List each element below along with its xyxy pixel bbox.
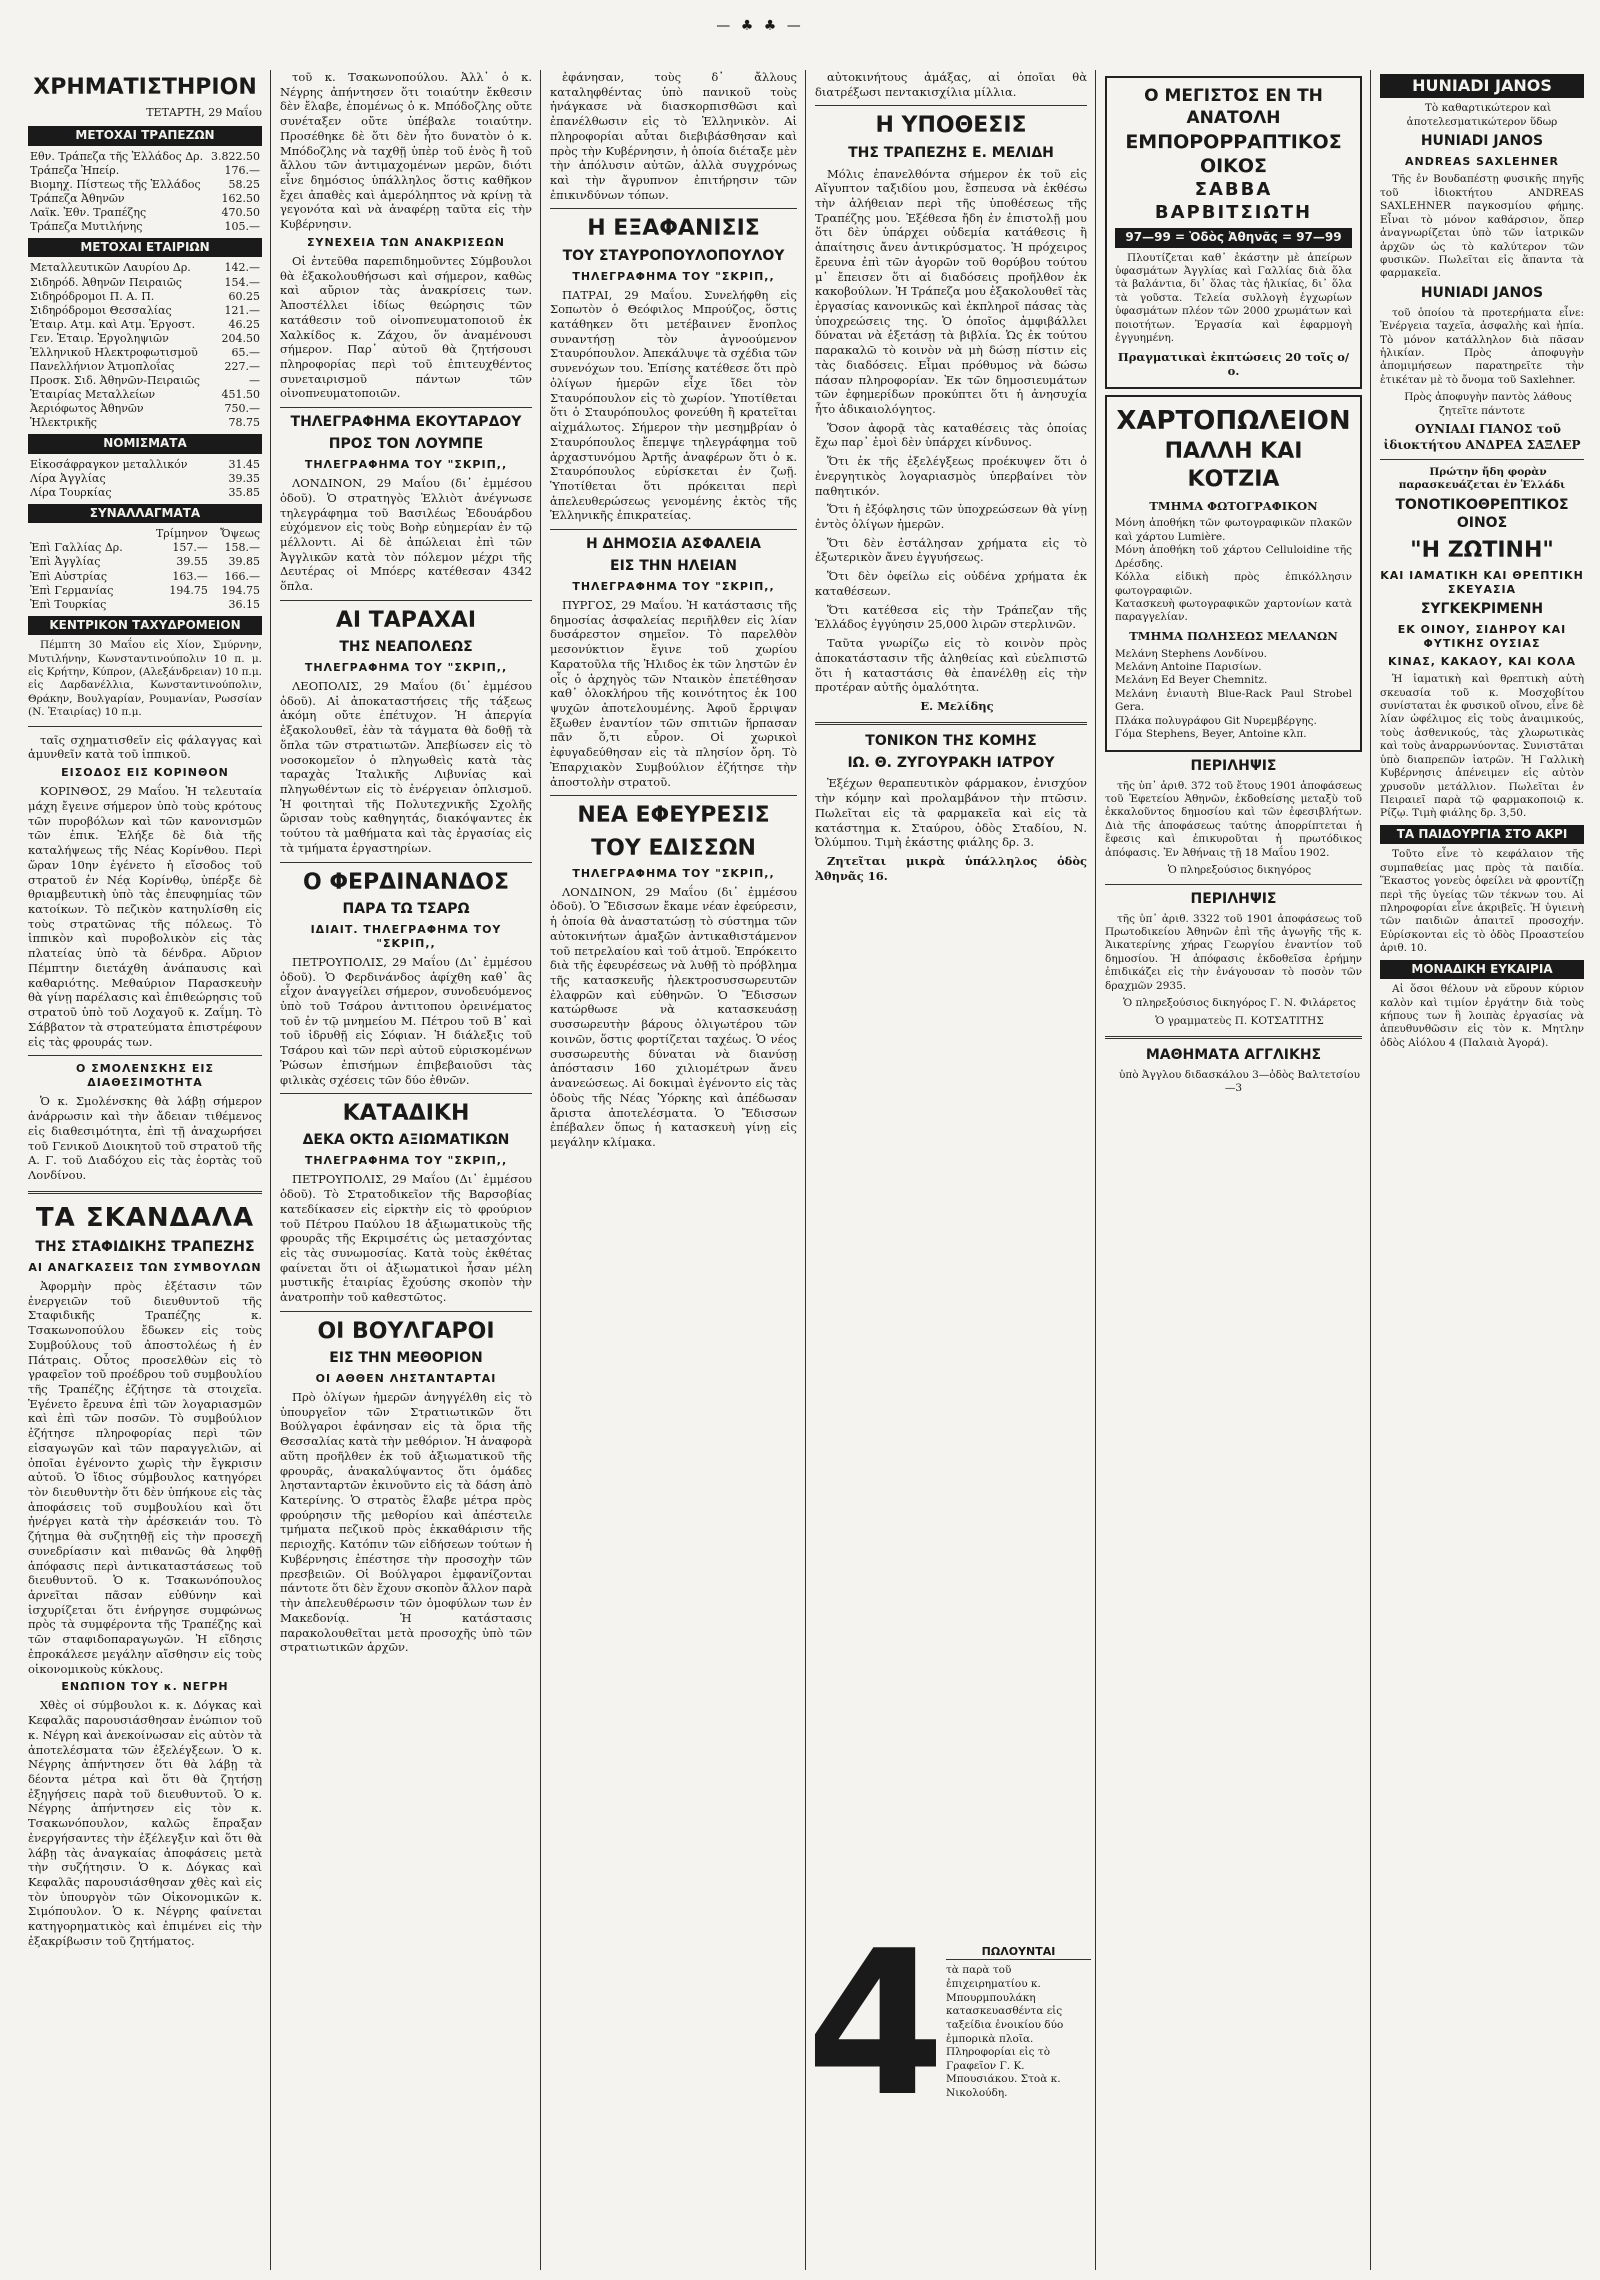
nap-agency: ΤΗΛΕΓΡΑΦΗΜΑ ΤΟΥ "ΣΚΡΙΠ,, bbox=[304, 660, 508, 674]
exchange-title: ΣΥΝΑΛΛΑΓΜΑΤΑ bbox=[28, 504, 262, 523]
quote-price: 194.75 bbox=[169, 583, 208, 597]
closing-signature: Ὁ γραμματεὺς Π. ΚΟΤΣΑΤΙΤΗΣ bbox=[1155, 1014, 1324, 1027]
table-row bbox=[28, 598, 262, 612]
table-row bbox=[28, 346, 262, 360]
table-row bbox=[28, 486, 262, 500]
quote-price: 158.— bbox=[224, 541, 260, 555]
table-row bbox=[28, 178, 262, 192]
column-header: Ὄψεως bbox=[220, 527, 260, 541]
summary-2-text: τῆς ὑπ᾽ ἀριθ. 3322 τοῦ 1901 ἀποφάσεως τοῦ Πρωτοδικείου Ἀθηνῶν ἐπὶ τῆς ἀγωγῆς τῆς κ. Ἀικατερίνης χήρας Γεωργίου ἐναντίον τοῦ δημοσίου. Ἡ ἀπόφασις ἐκδοθεῖσα ἐρήμην ἐπιδικάζει εἰς τὴν ἐνάγουσαν τὸ ποσὸν τῶν δραχμῶν 2935. bbox=[1105, 912, 1362, 992]
table-row bbox=[28, 388, 262, 402]
quote-name: Λίρα Ἀγγλίας bbox=[30, 471, 106, 485]
quote-price bbox=[143, 598, 210, 612]
tel1-agency: ΤΗΛΕΓΡΑΦΗΜΑ ΤΟΥ "ΣΚΡΙΠ,, bbox=[304, 457, 508, 471]
list-item: Πλάκα πολυγράφου Git Νυρεμβέργης. bbox=[1115, 714, 1317, 727]
missing-text: ΠΑΤΡΑΙ, 29 Μαΐου. Συνελήφθη εἰς Σοπωτὸν ὁ Θεόφιλος Μπρούζος, ὅστις κατάθηκεν ὅτι μετέβαινεν ἔνοπλος συναντήσῃ τὸν ἀγνοούμενον Σταυρόπουλον. Ἀπεκάλυψε τὰ σχέδια τῶν συνενόχων του. Ἐπίσης κατέθεσε ὅτι πρὸ ὀλίγων ἡμερῶν εἶχε ἴδει τὸν Σταυρόπουλον εἰς τὸ χωρίον. Ὑποτίθεται ὅτι ὁ Σταυρόπουλος φονεύθη ἢ κρατεῖται αἰχμάλωτος. Σήμερον τὴν μεσημβρίαν ὁ Σταυρόπουλος ἔπεμψε τηλεγράφημα τοῦ ἀρχαστυνόμου Ἀρτῆς ἀναφέρων ὅτι ὁ κ. Σταυρόπουλος εὑρίσκεται ἐν ζωῇ. Ὑποτίθεται ὅτι πρόκειται περὶ ἀπελευθερώσεως γενομένης ἐκτὸς τῆς Ἑλληνικῆς ἐπικρατείας. bbox=[550, 287, 797, 523]
table-row bbox=[28, 206, 262, 220]
table-row bbox=[28, 472, 262, 486]
genuine-name: ΟΥΝΙΑΔΙ ΓΙΑΝΟΣ τοῦ ἰδιοκτήτου ΑΝΔΡΕΑ ΣΑΞΛΕΡ bbox=[1383, 422, 1581, 452]
ferd-agency: ΙΔΙΑΙΤ. ΤΗΛΕΓΡΑΦΗΜΑ ΤΟΥ "ΣΚΡΙΠ,, bbox=[310, 922, 502, 950]
invasion-text: ΚΟΡΙΝΘΟΣ, 29 Μαΐου. Ἡ τελευταία μάχη ἔγεινε σήμερον ὑπὸ τοὺς κρότους τῶν πυροβόλων καὶ τῶν κανονισμῶν τῶν ἐπικ. Ἐλήξε δὲ διὰ τῆς καταλήψεως τῆς Νέας Κορίνθου. Περὶ ὥραν 10ην ἐγένετο ἡ εἴσοδος τοῦ στρατοῦ ἐν Νέᾳ Κορίνθῳ, ὑπέρξε δὲ θριαμβευτικὴ ὑπὸ τὰς ἐπευφημίας τῶν κατοίκων. Τὸ πεζικὸν κατηυλίσθη εἰς τοὺς στρατῶνας τῆς πόλεως. Τὸ ἱππικὸν καὶ πυροβολικὸν εἰς τὰς πλατείας ὑπὸ τὰ δένδρα. Αὔριον Πέμπτην διετάχθη ἀνάπαυσις καὶ καθαριότης. Μεθαύριον Παρασκευὴν θὰ γίνῃ παρέλασις καὶ ἐπιθεώρησις τοῦ στρατοῦ ὑπὸ τοῦ Λοχαγοῦ κ. Ζαΐμη. Τὸ Σάββατον τὰ στρατεύματα ἐπιστρέφουν εἰς τὰς φρουράς των. bbox=[28, 784, 262, 1049]
table-row bbox=[28, 570, 262, 584]
quote-name: Γεν. Ἑταιρ. Ἐργοληψιῶν bbox=[30, 331, 169, 345]
quote-name: Λαϊκ. Ἐθν. Τραπέζης bbox=[30, 205, 147, 219]
quote-price: 39.35 bbox=[228, 471, 260, 485]
zotini-subtitle: ΚΑΙ ΙΑΜΑΤΙΚΗ ΚΑΙ ΘΡΕΠΤΙΚΗ ΣΚΕΥΑΣΙΑ bbox=[1380, 568, 1584, 596]
hunyadi2-text: τοῦ ὁποίου τὰ προτερήματα εἶνε: Ἐνέργεια ταχεῖα, ἀσφαλὴς καὶ ἠπία. Τὸ μόνον κατάλληλον διὰ πᾶσαν ἡλικίαν. Πρὸς ἀποφυγὴν ἀπομιμήσεων παρατηρεῖτε τὴν ἐτικέταν μὲ τὸ ὄνομα τοῦ Saxlehner. bbox=[1380, 306, 1584, 386]
negris-text: Χθὲς οἱ σύμβουλοι κ. κ. Δόγκας καὶ Κεφαλᾶς παρουσιάσθησαν ἐνώπιον τοῦ κ. Νέγρη καὶ ἀνεκοίνωσαν εἰς αὐτὸν τὰ ἀποτελέσματα τῶν ἐξελέγξεων. Ὁ κ. Νέγρης ἀπήντησεν ὅτι θὰ λάβῃ τὰ δέοντα μέτρα καὶ ὅτι θὰ ζητήσῃ ἐξηγήσεις παρὰ τοῦ διευθυντοῦ. Ὁ κ. Νέγρης ἀπήντησεν εἰς τὸν κ. Τσακωνόπουλον, καλῶς ἔπραξαν ἐνεργήσαντες τὴν ἐξέλεγξιν καὶ ὅτι θὰ λάβῃ τὰς ἀναγκαίας ἀποφάσεις μετὰ τὴν συζήτησιν. Ὁ κ. Δόγκας καὶ Κεφαλᾶς παρουσιάσθησαν χθὲς καὶ εἰς τὸν ὑπουργὸν τῶν Οἰκονομικῶν κ. Σιμόπουλον. Ὁ κ. Νέγρης φαίνεται κατηγορηματικὸς καὶ ἐπιμένει εἰς τὴν ἐξακρίβωσιν τοῦ ζητήματος. bbox=[28, 1698, 262, 1948]
quote-name: Ἑταιρ. Ατμ. καὶ Ατμ. Ἐργοστ. bbox=[30, 317, 196, 331]
sale-ad-title: ΠΩΛΟΥΝΤΑΙ bbox=[946, 1945, 1091, 1960]
table-row bbox=[28, 360, 262, 374]
missing-subtitle: ΤΟΥ ΣΤΑΥΡΟΠΟΥΛΟΠΟΥΛΟΥ bbox=[562, 247, 785, 264]
quote-price: 3.822.50 bbox=[211, 149, 260, 163]
col2-intro: τοῦ κ. Τσακωνοπούλου. Ἀλλ᾽ ὁ κ. Νέγρης ἀπήντησεν ὅτι τοιαύτην ἔκθεσιν δὲν ἔλαβε, ἑπομένως ὁ κ. Μπόδοζλης οὔτε συνέταξεν οὔτε ὑπέβαλε τοιαύτην. Προσέθηκε δὲ ὅτι δὲν ἦτο δυνατὸν ὁ κ. Μπόδοζλης νὰ ταχθῇ ὑπὲρ τοῦ ἑνὸς ἢ τοῦ ἄλλου τῶν ἀντιμαχομένων μερῶν, διότι εἶνε δημόσιος ὑπάλληλος ὅστις καθῆκον ἔχει ἀπαθὲς καὶ ἀμερόληπτος νὰ κρίνῃ τὰ γεγονότα καὶ νὰ ἀναφέρῃ ταῦτα εἰς τὴν Κυβέρνησιν. bbox=[280, 70, 532, 232]
quote-price: 78.75 bbox=[228, 416, 260, 430]
quote-name: Πανελλήνιον Ἀτμοπλοΐας bbox=[30, 359, 175, 373]
quote-name: Ἑταιρίας Μεταλλείων bbox=[30, 388, 156, 402]
quote-price: 154.— bbox=[224, 275, 260, 289]
column-4 bbox=[807, 70, 1095, 1920]
top-ornament: — ♣ ♣ — bbox=[716, 18, 804, 34]
bulg-text: Πρὸ ὀλίγων ἡμερῶν ἀνηγγέλθη εἰς τὸ ὑπουργεῖον τῶν Στρατιωτικῶν ὅτι Βούλγαροι ἐφάνησαν εἰς τὰ ὅρια τῆς Θεσσαλίας κατὰ τὴν μεθόριον. Ἡ ἀναφορὰ αὕτη προῆλθεν ἐκ τοῦ ἀξιωματικοῦ τῆς φρουρᾶς, ἀνακαλύψαντος ὅτι ὁμάδες ληστανταρτῶν ἐκινοῦντο εἰς τὰ δάση ἀπὸ Κατερίνης. Ὁ στρατὸς ἔλαβε μέτρα πρὸς φρούρησιν τῆς μεθορίου καὶ ἀπέστειλε τμήματα πεζικοῦ πρὸς ἐκκαθάρισιν τῆς περιοχῆς. Κατόπιν τῶν εἰδήσεων τούτων ἡ Κυβέρνησις ἐπέστησε τὴν προσοχὴν τῶν πρεσβειῶν. Οἱ Βούλγαροι ἐμφανίζονται πάντοτε ὅτι δὲν ἔχουν σκοπὸν ἄλλον παρὰ τὴν ἀπελευθέρωσιν τῶν ὁμοφύλων των ἐν Μακεδονίᾳ. Ἡ κατάστασις παρακολουθεῖται μετὰ προσοχῆς ὑπὸ τῶν στρατιωτικῶν ἀρχῶν. bbox=[280, 1390, 533, 1655]
quote-price: 470.50 bbox=[221, 205, 260, 219]
tonic-title: ΤΟΝΙΚΟΝ ΤΗΣ ΚΟΜΗΣ bbox=[865, 732, 1037, 749]
quote-price: 157.— bbox=[172, 541, 208, 555]
summary-1-signature: Ὁ πληρεξούσιος δικηγόρος bbox=[1167, 864, 1312, 877]
negris-title: ΕΝΩΠΙΟΝ ΤΟΥ κ. ΝΕΓΡΗ bbox=[61, 1680, 229, 1694]
tailor-ad-address: 97—99 = Ὁδὸς Ἀθηνᾶς = 97—99 bbox=[1115, 228, 1352, 247]
column-rule bbox=[270, 70, 271, 2270]
post-note: ταῖς σχηματισθεῖν εἰς φάλαγγας καὶ ἀμυνθεῖν κατὰ τοῦ ἱππικοῦ. bbox=[28, 732, 262, 762]
bulg-subtitle-2: ΟΙ ΑΘΘΕΝ ΛΗΣΤΑΝΤΑΡΤΑΙ bbox=[315, 1371, 497, 1385]
diet-title: ΤΑ ΠΑΙΔΟΥΡΓΙΑ ΣΤΟ ΑΚΡΙ bbox=[1380, 825, 1584, 844]
list-item: Κατασκευὴ φωτογραφικῶν χαρτονίων κατὰ παραγγελίαν. bbox=[1115, 597, 1352, 624]
table-row bbox=[28, 261, 262, 275]
genuine-note: Πρὸς ἀποφυγὴν παντὸς λάθους ζητεῖτε πάντοτε bbox=[1404, 391, 1572, 417]
quote-name: Μεταλλευτικῶν Λαυρίου Δρ. bbox=[30, 261, 191, 275]
market-date: ΤΕΤΑΡΤΗ, 29 Μαΐου bbox=[146, 106, 262, 120]
list-item: Μόνη ἀποθήκη τῶν φωτογραφικῶν πλακῶν καὶ χάρτου Lumière. bbox=[1115, 517, 1352, 543]
col4-intro: αὐτοκινήτους ἁμάξας, αἱ ὁποῖαι θὰ διατρέξωσι πεντακισχίλια μίλλια. bbox=[815, 70, 1087, 99]
zotini-title: "Η ΖΩΤΙΝΗ" bbox=[1410, 537, 1554, 563]
inv-agency: ΤΗΛΕΓΡΑΦΗΜΑ ΤΟΥ "ΣΚΡΙΠ,, bbox=[572, 866, 775, 880]
hyp-item: Ὅτι ἐκ τῆς ἐξελέγξεως προέκυψεν ὅτι ὁ ἐνεργητικὸς λογαριασμὸς ὑπερβαίνει τὸν παθητικόν. bbox=[815, 454, 1087, 498]
public-text: ΠΥΡΓΟΣ, 29 Μαΐου. Ἡ κατάστασις τῆς δημοσίας ἀσφαλείας περιῆλθεν εἰς λίαν δυσάρεστον σημεῖον. Τὸ παρελθὸν μεσονύκτιον ἔγινε τοῦ χωρίου Καρατοῦλα τῆς Ἠλιδος ἐκ τῶν ληστῶν ἐν οἷς ὁ ἀρχηγὸς τῶν Νταικὸν ἐπετέθησαν καθ᾽ ὁλοκλήρου τῆς κοινότητος ἐκ 100 ψυχῶν ἀποτελουμένης. Ἀφοῦ ἔρριψαν ἔξωθεν ἐναντίον τῶν σπιτιῶν ἥρπασαν πᾶν ὅ,τι εὗρον. Οἱ χωρικοὶ ἐφυγαδεύθησαν εἰς τὰ πλησίον ὄρη. Τὸ Ἐπαρχιακὸν Συμβούλιον ἐζήτησε τὴν ἀποστολὴν στρατοῦ. bbox=[550, 598, 797, 789]
scandal-subtitle: ΤΗΣ ΣΤΑΦΙΔΙΚΗΣ ΤΡΑΠΕΖΗΣ bbox=[35, 1238, 255, 1255]
nap-text: ΛΕΟΠΟΛΙΣ, 29 Μαΐου (δι᾽ ἐμμέσου ὁδοῦ). Αἱ ἀποκαταστήσεις τῆς τάξεως ἀκόμη οὔτε ἐπέτυχον. Ἡ ἀπεργία ἐξακολουθεῖ, ἐὰν τὰ τάγματα θὰ δοθῇ τὰ ὅπλα τῶν στρατιωτῶν. Ἀπεβίωσεν εἰς τὸ νοσοκομεῖον ὁ πληγωθεὶς κατὰ τὰς ταραχὰς Ἰταλικῆς Λιβυνίας καὶ πληγωθέντων εἰς τὸ ἐνέργειαν ὁπλισμοῦ. Ἡ φοιτηταὶ τῆς Πολυτεχνικῆς Σχολῆς ὥρισαν τοὺς καθηγητάς, διακόψαντες ἐκ τούτου τὰ μαθήματα καὶ τὰς ἐργασίας εἰς τὰ τμήματα ἐργαστηρίων. bbox=[280, 678, 532, 855]
tailor-ad bbox=[1105, 76, 1362, 389]
quote-name: Σιδηρόδρομοι Π. Α. Π. bbox=[30, 289, 155, 303]
companies-title: ΜΕΤΟΧΑΙ ΕΤΑΙΡΙΩΝ bbox=[28, 238, 262, 257]
quote-name: Βιομηχ. Πίστεως τῆς Ἑλλάδος bbox=[30, 177, 201, 191]
tonic-text: Ἐξέχων θεραπευτικὸν φάρμακον, ἐνισχύον τὴν κόμην καὶ προλαμβάνον τὴν πτῶσιν. Πωλεῖται εἰς τὰ φαρμακεῖα καὶ εἰς τὰ κατάστημα κ. Σταύρου, ὁδὸς Σταδίου, Ν. Ὀλύμπου. Τιμὴ ἑκάστης φιάλης δρ. 3. bbox=[815, 776, 1087, 850]
ferd-subtitle: ΠΑΡΑ ΤΩ ΤΣΑΡΩ bbox=[342, 900, 470, 917]
column-rule bbox=[1095, 70, 1096, 2270]
quote-name: Ἑλληνικοῦ Ηλεκτροφωτισμοῦ bbox=[30, 345, 198, 359]
table-row bbox=[28, 220, 262, 234]
quote-price: — bbox=[249, 374, 260, 388]
quote-name: Ἡλεκτρικῆς bbox=[30, 416, 97, 430]
column-header: Τρίμηνον bbox=[155, 527, 208, 541]
quote-price: 227.— bbox=[224, 359, 260, 373]
table-row bbox=[28, 150, 262, 164]
scandal-text: Ἀφορμὴν πρὸς ἐξέτασιν τῶν ἐνεργειῶν τοῦ διευθυντοῦ τῆς Σταφιδικῆς Τραπέζης κ. Τσακωνοπούλου ἔδωκεν εἰς τοὺς Συμβούλους τοῦ ἀποστολέως ἡ ἐν Πάτραις. Οὗτος προσελθὼν εἰς τὸ γραφεῖον τοῦ προέδρου τοῦ συμβουλίου τῆς Τραπέζης ἐζήτησε τὰ στοιχεῖα. Ἐγένετο ἔρευνα ἐπὶ τῶν λογαριασμῶν καὶ ἐπὶ τῶν ποσῶν. Τὸ συμβούλιον ἐζήτησε πληροφορίας περὶ τῶν εἰσαγωγῶν καὶ τῶν παραγγελιῶν, αἱ ὁποῖαι ἐγένοντο χωρὶς τὴν ἔγκρισιν αὐτοῦ. Ὁ ἴδιος σύμβουλος κατηγόρει τὸν διευθυντὴν ὅτι δὲν ὑπήκουε εἰς τὰς ἀποφάσεις τοῦ συμβουλίου καὶ ὅτι ἠνέργει κατὰ τὴν ἀρέσκειάν του. Τὸ ζήτημα θὰ συζητηθῇ εἰς τὴν προσεχῆ συνεδρίασιν καὶ πιθανῶς θὰ ληφθῇ ἀπόφασις περὶ ἀντικαταστάσεως τοῦ διευθυντοῦ. Ὁ κ. Τσακωνόπουλος ἀρνεῖται πᾶσαν εὐθύνην καὶ ἰσχυρίζεται ὅτι ἐνήργησε συμφώνως πρὸς τὰ συμφέροντα τῆς Τραπέζης καὶ τῶν σταφιδοπαραγωγῶν. Ἡ εἴδησις ἐπροκάλεσε μεγάλην αἴσθησιν εἰς τοὺς οἰκονομικοὺς κύκλους. bbox=[28, 1278, 262, 1676]
banks-table bbox=[28, 150, 262, 234]
tel1-text: ΛΟΝΔΙΝΟΝ, 29 Μαΐου (δι᾽ ἐμμέσου ὁδοῦ). Ὁ στρατηγὸς Ἐλλιὸτ ἀνέγνωσε τηλεγράφημα τοῦ Βασιλέως Ἐδουάρδου εὐχόμενον εἰς τοὺς Βοὴρ εὐημερίαν ἐν τῷ μέλλοντι. Αἱ δὲ ἀπώλειαι ἐπὶ τῶν Ἀγγλικῶν κατὰ τὸν πόλεμον μέχρι τῆς Δευτέρας οἱ Μπόερς κατέθεσαν 4342 ὅπλα. bbox=[280, 476, 532, 594]
table-row bbox=[28, 318, 262, 332]
inv-text: ΛΟΝΔΙΝΟΝ, 29 Μαΐου (δι᾽ ἐμμέσου ὁδοῦ). Ὁ Ἔδισσων ἔκαμε νέαν ἐφεύρεσιν, ἡ ὁποία θὰ ἀναστατώσῃ τὸ σύστημα τῶν αὐτοκινήτων ἁμαξῶν ἀντικαθιστάμενον τοῦ πετρελαίου καὶ τοῦ ἀτμοῦ. Ἐπρόκειτο διὰ τῆς ἐφευρέσεως νὰ λυθῇ τὸ πρόβλημα τῆς κατασκευῆς ἠλεκτροσυσσωρευτῶν ἐλαφρῶν καὶ εὐθηνῶν. Ὁ Ἔδισσων κατώρθωσε νὰ κατασκευάσῃ συσσωρευτὴν βάρους ὀλιγωτέρου τῶν κοινῶν, ὅστις φορτίζεται ταχέως. Ὁ νέος συσσωρευτὴς δύναται νὰ διανύσῃ ἀπόστασιν 160 χιλιομέτρων ἄνευ ἀνανεώσεως. Αἱ δοκιμαὶ ἐγένοντο εἰς τὰς ὁδοὺς τῆς Νέας Ὑόρκης καὶ ἀπέδωσαν ἄριστα ἀποτελέσματα. Ὁ Ἔδισσων ἐπέβαλεν ὅπως ἡ κατασκευὴ γίνῃ εἰς μεγάλην κλίμακα. bbox=[550, 884, 797, 1149]
list-item: Γόμα Stephens, Beyer, Antoine κλπ. bbox=[1115, 728, 1307, 741]
stationery-section-2: ΤΜΗΜΑ ΠΩΛΗΣΕΩΣ ΜΕΛΑΝΩΝ bbox=[1129, 628, 1338, 643]
quote-price: 60.25 bbox=[228, 289, 260, 303]
tel1-title: ΤΗΛΕΓΡΑΦΗΜΑ ΕΚΟΥΤΑΡΔΟΥ bbox=[290, 414, 522, 431]
renew-title: ΣΥΝΕΧΕΙΑ ΤΩΝ ΑΝΑΚΡΙΣΕΩΝ bbox=[306, 235, 506, 249]
table-row bbox=[28, 458, 262, 472]
tailor-ad-title: Ο ΜΕΓΙΣΤΟΣ ΕΝ ΤΗ ΑΝΑΤΟΛΗ bbox=[1144, 86, 1323, 128]
summary-2-signature: Ὁ πληρεξούσιος δικηγόρος Γ. Ν. Φιλάρετος bbox=[1123, 997, 1356, 1010]
zotini-subtitle-4: ΚΙΝΑΣ, ΚΑΚΑΟΥ, ΚΑΙ ΚΟΛΑ bbox=[1387, 655, 1577, 669]
coins-table bbox=[28, 458, 262, 500]
list-item: Μελάνη ἐνιαυτὴ Blue-Rack Paul Strobel Gera. bbox=[1115, 687, 1352, 714]
list-item: Μελάνη Antoine Παρισίων. bbox=[1115, 661, 1262, 673]
coins-title: ΝΟΜΙΣΜΑΤΑ bbox=[28, 434, 262, 453]
quote-price: 142.— bbox=[224, 261, 260, 275]
banks-title: ΜΕΤΟΧΑΙ ΤΡΑΠΕΖΩΝ bbox=[28, 126, 262, 145]
smol-title: Ο ΣΜΟΛΕΝΣΚΗΣ ΕΙΣ ΔΙΑΘΕΣΙΜΟΤΗΤΑ bbox=[76, 1062, 214, 1090]
stationery-ad-name: ΠΑΛΛΗ ΚΑΙ ΚΟΤΖΙΑ bbox=[1164, 439, 1303, 493]
table-header-row bbox=[28, 527, 262, 541]
missing-agency: ΤΗΛΕΓΡΑΦΗΜΑ ΤΟΥ "ΣΚΡΙΠ,, bbox=[572, 269, 775, 283]
hyp-item: Ὅτι δὲν ὀφείλω εἰς οὐδένα χρήματα ἐκ καταθέσεων. bbox=[815, 569, 1087, 598]
table-row bbox=[28, 374, 262, 388]
zotini-text: Ἡ ἰαματικὴ καὶ θρεπτικὴ αὐτὴ σκευασία τοῦ κ. Μοσχοβίτου συνίσταται ἐκ φυσικοῦ οἴνου, εἶνε δὲ λίαν ὠφέλιμος εἰς τοὺς ἀναιμικούς, τοὺς ἀσθενικούς, τὰς χλωρωτικὰς καὶ τοὺς ἀναρρωνύοντας. Συνιστᾶται ὑπὸ διαπρεπῶν ἰατρῶν. Ἡ Γαλλικὴ Κυβέρνησις ἀπένειμεν εἰς αὐτὸν χρυσοῦν μετάλλιον. Πωλεῖται ἐν Πειραιεῖ παρὰ τῷ φαρμακοποιῷ κ. Ρίζῳ. Τιμὴ φιάλης δρ. 3,50. bbox=[1380, 673, 1584, 820]
hyp-text: Μόλις ἐπανελθόντα σήμερον ἐκ τοῦ εἰς Αἴγυπτον ταξιδίου μου, ἔσπευσα νὰ ἐκθέσω τὴν ἀλήθειαν περὶ τῆς ὑποθέσεως τῆς Τραπέζης μου. Ἐξέθεσα ἤδη ἐν ἐπιστολῇ μου ὅτι δὲν ὑπάρχει οὐδεμία κατάθεσις ἢ ἀπαίτησις ἄνευ ἀντικρύσματος. Ἡ πρόχειρος ἔρευνα ἐπὶ τῶν ἀγορῶν τοῦ θορύβου τούτου μ᾽ ἔπεισεν ὅτι αἱ διαδόσεις προῆλθον ἐκ κακοβούλων. Ἡ Τράπεζα μου ἐξακολουθεῖ τὰς ἐργασίας κανονικῶς καὶ ἐκπληροῖ πάσας τὰς ὑποχρεώσεις της. Ὁ ὁποῖος ἀμφιβάλλει δύναται νὰ ἐξετάσῃ τὰ βιβλία. Ὡς ἐκ τούτου παρακαλῶ τὸ κοινὸν νὰ μὴ δώσῃ πίστιν εἰς τὰς διαδόσεις. Εἶμαι πρόθυμος νὰ δώσω πάσαν πληροφορίαν. Ἐκ τῶν δημοσιευμάτων τῶν ἐφημερίδων προκύπτει ὅτι ἡ ἀνησυχία ἦτο ἀδικαιολόγητος. bbox=[815, 166, 1087, 416]
inv-title: ΝΕΑ ΕΦΕΥΡΕΣΙΣ bbox=[577, 803, 770, 829]
table-row bbox=[28, 304, 262, 318]
english-lessons-title: ΜΑΘΗΜΑΤΑ ΑΓΓΛΙΚΗΣ bbox=[1145, 1047, 1322, 1063]
bulg-subtitle: ΕΙΣ ΤΗΝ ΜΕΘΟΡΙΟΝ bbox=[329, 1350, 483, 1367]
column-3 bbox=[542, 70, 805, 2260]
quote-price: 162.50 bbox=[221, 191, 260, 205]
companies-table bbox=[28, 261, 262, 430]
bargain-title: ΜΟΝΑΔΙΚΗ ΕΥΚΑΙΡΙΑ bbox=[1380, 960, 1584, 979]
table-row bbox=[28, 541, 262, 555]
quote-price: 163.— bbox=[172, 569, 208, 583]
table-row bbox=[28, 290, 262, 304]
list-item: Μελάνη Ed Beyer Chemnitz. bbox=[1115, 674, 1268, 687]
nap-title: ΑΙ ΤΑΡΑΧΑΙ bbox=[335, 607, 477, 633]
smol-text: Ὁ κ. Σμολένσκης θὰ λάβῃ σήμερον ἀνάρρωσιν καὶ τὴν ἄδειαν τιθέμενος εἰς διαθεσιμότητα, ἐπὶ τῇ ἀναχωρήσει τοῦ Γενικοῦ Διοικητοῦ τοῦ στρατοῦ τῆς Α. Γ. τοῦ Διαδόχου εἰς τὰς ἑορτὰς τοῦ Λονδίνου. bbox=[28, 1094, 262, 1182]
table-row bbox=[28, 402, 262, 416]
quote-price: 105.— bbox=[224, 219, 260, 233]
quote-price: 204.50 bbox=[221, 331, 260, 345]
public-subtitle: ΕΙΣ ΤΗΝ ΗΛΕΙΑΝ bbox=[610, 558, 737, 575]
table-row bbox=[28, 332, 262, 346]
post-title: ΚΕΝΤΡΙΚΟΝ ΤΑΧΥΔΡΟΜΕΙΟΝ bbox=[28, 616, 262, 635]
nap-subtitle: ΤΗΣ ΝΕΑΠΟΛΕΩΣ bbox=[339, 638, 473, 655]
scandal-title: ΤΑ ΣΚΑΝΔΑΛΑ bbox=[35, 1202, 255, 1233]
table-row bbox=[28, 555, 262, 569]
column-5 bbox=[1097, 70, 1370, 2260]
summary-2-title: ΠΕΡΙΛΗΨΙΣ bbox=[1190, 890, 1277, 907]
quote-name: Τράπεζα Μυτιλήνης bbox=[30, 219, 143, 233]
public-title: Η ΔΗΜΟΣΙΑ ΑΣΦΑΛΕΙΑ bbox=[585, 536, 762, 553]
quote-price: 166.— bbox=[224, 569, 260, 583]
quote-price: 194.75 bbox=[221, 583, 260, 597]
tailor-ad-name: ΣΑΒΒΑ ΒΑΡΒΙΤΣΙΩΤΗ bbox=[1154, 179, 1313, 224]
market-title: ΧΡΗΜΑΤΙΣΤΗΡΙΟΝ bbox=[33, 75, 257, 100]
hyp-item: Ὅτι κατέθεσα εἰς τὴν Τράπεζαν τῆς Ἑλλάδος ἐγγύησιν 25,000 λιρῶν στερλινῶν. bbox=[815, 602, 1087, 632]
quote-name: Σιδηρόδρομοι Θεσσαλίας bbox=[30, 303, 172, 317]
quote-name: Τράπεζα Ἠπείρ. bbox=[30, 163, 120, 177]
quote-name: Ἀεριόφωτος Ἀθηνῶν bbox=[30, 402, 144, 416]
stationery-ad-title: ΧΑΡΤΟΠΩΛΕΙΟΝ bbox=[1116, 406, 1351, 437]
bulg-title: ΟΙ ΒΟΥΛΓΑΡΟΙ bbox=[317, 1318, 495, 1344]
table-row bbox=[28, 416, 262, 430]
list-item: Μελάνη Stephens Λονδίνου. bbox=[1115, 647, 1267, 660]
ferd-title: Ο ΦΕΡΔΙΝΑΝΔΟΣ bbox=[302, 869, 510, 895]
diet-text: Τοῦτο εἶνε τὸ κεφάλαιον τῆς συμπαθείας μας πρὸς τὰ παιδία. Ἕκαστος γονεὺς ὀφείλει νὰ φροντίζῃ περὶ τῆς ὑγείας τῶν τέκνων του. Αἱ πληροφορίαι εἶνε ἀκριβεῖς. Ἡ ὑγιεινὴ τῶν παιδιῶν ἀπαιτεῖ προσοχήν. Εὑρίσκονται εἰς τὸ ὁδὸς Προαστείου ἀριθ. 10. bbox=[1380, 848, 1584, 955]
quote-name: Λίρα Τουρκίας bbox=[30, 485, 112, 499]
hyp-item: Ὅσον ἀφορᾷ τὰς καταθέσεις τὰς ὁποίας ἔχω παρ᾽ ἐμοὶ δὲν ὑπάρχει κίνδυνος. bbox=[815, 420, 1087, 450]
zotini-subtitle-2: ΣΥΓΚΕΚΡΙΜΕΝΗ bbox=[1420, 600, 1544, 617]
quote-name: Εθν. Τράπεζα τῆς Ἑλλάδος Δρ. bbox=[30, 149, 204, 163]
public-agency: ΤΗΛΕΓΡΑΦΗΜΑ ΤΟΥ "ΣΚΡΙΠ,, bbox=[572, 579, 775, 593]
renew-text: Οἱ ἐντεῦθα παρεπιδημοῦντες Σύμβουλοι θὰ ἐξακολουθήσωσι καὶ σήμερον, καθὼς καὶ αὔριον τὰς ἀνακρίσεις των. Ἀποστέλλει ἰδίως θεώρησις τῶν κατάθεσιν τοῦ οἰνοπνευματοποιοῦ ἐκ Χαλκίδος κ. Ζάχου, ὅν ἀναμένουσι σήμερον. Παρ᾽ αὐτοῦ θὰ ζητήσουσι πληροφορίας περὶ τοῦ ἐπιτευχθέντος συνεταιρισμοῦ πάντων τῶν οἰνοπνευματοποιῶν. bbox=[280, 253, 532, 401]
quote-price: 46.25 bbox=[228, 317, 260, 331]
missing-title: Η ΕΞΑΦΑΝΙΣΙΣ bbox=[587, 216, 760, 242]
bargain-text: Αἱ ὅσοι θέλουν νὰ εὕρουν κύριον καλὸν καὶ τιμίον ἐργάτην διὰ τοὺς κήπους των ἢ λοιπὰς ἐργασίας νὰ ἀπευθυνθῶσιν εἰς τὸν κ. Μητλην ὁδὸς Αἰόλου 4 (Παλαιὰ Ἀγορά). bbox=[1380, 983, 1584, 1049]
scandal-subtitle-2: ΑΙ ΑΝΑΓΚΑΣΕΙΣ ΤΩΝ ΣΥΜΒΟΥΛΩΝ bbox=[28, 1260, 262, 1274]
table-row bbox=[28, 584, 262, 598]
quote-name: Ἐπὶ Τουρκίας bbox=[30, 597, 107, 611]
tel1-subtitle: ΠΡΟΣ ΤΟΝ ΛΟΥΜΠΕ bbox=[328, 436, 484, 453]
quote-price: 31.45 bbox=[228, 457, 260, 471]
quote-price: 39.85 bbox=[228, 555, 260, 569]
big-four-numeral: 4 bbox=[806, 1908, 946, 2141]
ferd-text: ΠΕΤΡΟΥΠΟΛΙΣ, 29 Μαΐου (Δι᾽ ἐμμέσου ὁδοῦ). Ὁ Φερδινάνδος ἀφίχθη καθ᾽ ἃς εἶχον ἀναγγείλει σήμερον, συνοδευόμενος ὑπὸ τοῦ Τσάρου ἀντιτοπου ὀρεινέματος τοῦ ἐν τῷ μνημείου Μ. Πέτρου τοῦ Β᾽ καὶ τοῦ ἱδρυθῇ εἰς Σόφιαν. Ἡ διάλεξις τοῦ Τσάρου καὶ τῶν περὶ αὐτοῦ εὑρισκομένων Ῥώσων ἐπισήμων ἐπιβεβαιοῦσι τὰς φιλικὰς σχέσεις τῶν δύο ἐθνῶν. bbox=[280, 954, 532, 1087]
column-6 bbox=[1372, 70, 1592, 2260]
column-rule bbox=[540, 70, 541, 2270]
col3-intro: ἐφάνησαν, τοὺς δ᾽ ἄλλους καταληφθέντας ὑπὸ πανικοῦ τοὺς ἠνάγκασε νὰ διασκορπισθῶσι καὶ ἐπανέλθωσιν εἰς τὸ Ἑλληνικὸν. Αἱ πληροφορίαι αὗται διεβιβάσθησαν καὶ πρὸς τὴν Κυβέρνησιν, ἡ ὁποία διέταξε μὲν τὴν ἀπόλυσιν αὐτῶν, ἀλλὰ συγχρόνως καὶ τὴν ἄγρυπνον ἐπιτήρησιν τῶν ἐπικινδύνων τόπων. bbox=[550, 70, 797, 202]
column-2 bbox=[272, 70, 540, 2260]
sale-ad-text: τὰ παρὰ τοῦ ἐπιχειρηματίου κ. Μπουρμπουλάκη κατασκευασθέντα εἰς ταξείδια ἐνοικίου δύο ἐμπορικὰ πλοῖα. Πληροφορίαι εἰς τὸ Γραφεῖον Γ. Κ. Μπουσιάκου. Στοὰ κ. Νικολούδη. bbox=[946, 1964, 1064, 2100]
stationery-section-1: ΤΜΗΜΑ ΦΩΤΟΓΡΑΦΙΚΟΝ bbox=[1149, 498, 1318, 513]
hunyadi-maker: ANDREAS SAXLEHNER bbox=[1405, 155, 1559, 169]
quote-name: Ἐπὶ Γαλλίας Δρ. bbox=[30, 541, 123, 555]
death-text: ΠΕΤΡΟΥΠΟΛΙΣ, 29 Μαΐου (Δι᾽ ἐμμέσου ὁδοῦ). Τὸ Στρατοδικεῖον τῆς Βαρσοβίας κατεδίκασεν εἰς εἰρκτὴν εἰς τὸ φρούριον τοῦ Πέτρου Παύλου 18 ἀξιωματικοὺς τῆς φρουρᾶς τῆς Εκριμσέτις ὡς μετασχόντας εἰς τὰς συνωμοσίας. Κατὰ τοὺς ἐκθέτας φαίνεται ὅτι οἱ ἀξιωματικοὶ ἦσαν μέλη μυστικῆς ἑταιρίας ἔχούσης σκοπὸν τὴν ἀνατροπὴν τοῦ καθεστῶτος. bbox=[280, 1172, 532, 1305]
stationery-ad bbox=[1105, 395, 1362, 752]
hunyadi-subtitle: Τὸ καθαρτικώτερον καὶ ἀποτελεσματικώτερον ὕδωρ bbox=[1406, 102, 1558, 128]
summary-1-title: ΠΕΡΙΛΗΨΙΣ bbox=[1190, 757, 1277, 774]
zotini-subtitle-3: ΕΚ ΟΙΝΟΥ, ΣΙΔΗΡΟΥ ΚΑΙ ΦΥΤΙΚΗΣ ΟΥΣΙΑΣ bbox=[1397, 622, 1567, 650]
tailor-ad-foot: Πραγματικαὶ ἐκπτώσεις 20 τοῖς ο/ο. bbox=[1117, 349, 1350, 379]
quote-price: 39.55 bbox=[176, 555, 208, 569]
quote-price: 750.— bbox=[224, 402, 260, 416]
quote-price: 58.25 bbox=[228, 177, 260, 191]
quote-price: 121.— bbox=[224, 303, 260, 317]
column-1 bbox=[20, 70, 270, 2260]
tailor-ad-text: Πλουτίζεται καθ᾽ ἑκάστην μὲ ἀπείρων ὑφασμάτων Ἀγγλίας καὶ Γαλλίας διὰ ὅλα τὰ βαλάντια, δι᾽ ὅλας τὰς ἡλικίας, δι᾽ ὅλα τὰ γοῦστα. Τελεία συλλογὴ ἐγχωρίων ὑφασμάτων πλέον τῶν 2000 χρωμάτων καὶ ποιοτήτων. Ἐργασία καὶ ἐφαρμογὴ ἐγγυημένη. bbox=[1115, 251, 1352, 345]
hyp-item: Ὅτι ἡ ἐξόφλησις τῶν ὑποχρεώσεων θὰ γίνῃ ἐντὸς ὀλίγων ἡμερῶν. bbox=[815, 502, 1087, 532]
inv-subtitle: ΤΟΥ ΕΔΙΣΣΩΝ bbox=[591, 835, 756, 861]
quote-price: 451.50 bbox=[221, 388, 260, 402]
hunyadi-name: HUNIADI JANOS bbox=[1420, 133, 1544, 150]
death-agency: ΤΗΛΕΓΡΑΦΗΜΑ ΤΟΥ "ΣΚΡΙΠ,, bbox=[304, 1154, 508, 1168]
quote-name: Ἐπὶ Ἀγγλίας bbox=[30, 555, 101, 569]
table-row bbox=[28, 164, 262, 178]
hyp-item: Ὅτι δὲν ἐστάλησαν χρήματα εἰς τὸ ἐξωτερικὸν ἄνευ ἐγγυήσεως. bbox=[815, 535, 1087, 565]
quote-name: Προσκ. Σιδ. Ἀθηνῶν-Πειραιῶς bbox=[30, 374, 200, 388]
tonic-subtitle: ΙΩ. Θ. ΖΥΓΟΥΡΑΚΗ ΙΑΤΡΟΥ bbox=[847, 754, 1055, 771]
quote-name: Εἰκοσάφραγκον μεταλλικόν bbox=[30, 457, 188, 471]
quote-price: 36.15 bbox=[228, 597, 260, 611]
hyp-title: Η ΥΠΟΘΕΣΙΣ bbox=[875, 113, 1027, 139]
hunyadi-text: Τῆς ἐν Βουδαπέστῃ φυσικῆς πηγῆς τοῦ ἰδιοκτήτου ANDREAS SAXLEHNER παγκοσμίου φήμης. Εἶναι τὸ μόνον καθάρσιον, ὅπερ ἀναγνωρίζεται ὑπὸ τῶν ἰατρικῶν ἀρχῶν ὡς τὸ καλύτερον τῶν φυσικῶν. Πωλεῖται εἰς ἅπαντα τὰ φαρμακεῖα. bbox=[1380, 173, 1584, 280]
invasion-title: ΕΙΣΟΔΟΣ ΕΙΣ ΚΟΡΙΝΘΟΝ bbox=[61, 766, 229, 780]
post-text: Πέμπτη 30 Μαΐου εἰς Χίον, Σμύρνην, Μυτιλήνην, Κωνσταντινούπολιν 10 π. μ. εἰς Κρήτην, Κύπρον, (Αλεξάνδρειαν) 10 π.μ. εἰς Δαρδανέλλια, Κωνσταντινούπολιν, Θράκην, Βουλγαρίαν, Ρουμανίαν, Ρωσσίαν (Ν. Ἐταιρίας) 10 π.μ. bbox=[28, 639, 263, 719]
quote-name: Σιδηρόδ. Ἀθηνῶν Πειραιῶς bbox=[30, 275, 182, 289]
quote-price: 65.— bbox=[231, 345, 260, 359]
english-lessons-text: ὑπὸ Ἀγγλου διδασκάλου 3—ὁδὸς Βαλτετσίου—3 bbox=[1118, 1068, 1360, 1095]
hunyadi2-title: HUNIADI JANOS bbox=[1420, 284, 1544, 301]
table-row bbox=[28, 192, 262, 206]
quote-name: Ἐπὶ Αὐστρίας bbox=[30, 569, 108, 583]
hyp-subtitle: ΤΗΣ ΤΡΑΠΕΖΗΣ Ε. ΜΕΛΙΔΗ bbox=[848, 144, 1054, 161]
hunyadi-title: HUNIADI JANOS bbox=[1380, 74, 1584, 98]
hyp-closing: Ταῦτα γνωρίζω εἰς τὸ κοινὸν πρὸς ἀποκατάστασιν τῆς ἀληθείας καὶ εὐελπιστῶ ὅτι ἡ καταστάσις θὰ ἐπανέλθῃ εἰς τὴν προτέραν αὐτῆς ὁμαλότητα. bbox=[815, 636, 1087, 695]
summary-1-text: τῆς ὑπ᾽ ἀριθ. 372 τοῦ ἔτους 1901 ἀποφάσεως τοῦ Ἐφετείου Ἀθηνῶν, ἐκδοθείσης μεταξὺ τοῦ ἐκκαλοῦντος δημοσίου καὶ τῶν ἐφεσιβλήτων. Διὰ τῆς ἀποφάσεως ταύτης ἀπορρίπτεται ἡ ἔφεσις καὶ ἐπικυροῦται ἡ πρωτόδικος ἀπόφασις. Ἐν Ἀθήναις τῇ 18 Μαΐου 1902. bbox=[1105, 779, 1362, 859]
death-subtitle: ΔΕΚΑ ΟΚΤΩ ΑΞΙΩΜΑΤΙΚΩΝ bbox=[302, 1132, 510, 1149]
list-item: Μόνη ἀποθήκη τοῦ χάρτου Celluloidine τῆς Δρέσδης. bbox=[1115, 544, 1352, 570]
quote-price: 176.— bbox=[224, 163, 260, 177]
quote-price: 35.85 bbox=[228, 485, 260, 499]
wine-note: Πρώτην ἤδη φορὰν παρασκευάζεται ἐν Ἑλλάδι bbox=[1398, 465, 1566, 492]
quote-name: Ἐπὶ Γερμανίας bbox=[30, 583, 114, 597]
wine-title: ΤΟΝΟΤΙΚΟΘΡΕΠΤΙΚΟΣ ΟΙΝΟΣ bbox=[1395, 496, 1569, 531]
tailor-ad-subtitle: ΕΜΠΟΡΟΡΡΑΠΤΙΚΟΣ ΟΙΚΟΣ bbox=[1125, 130, 1342, 177]
exchange-table bbox=[28, 527, 262, 611]
column-rule bbox=[1370, 70, 1371, 2270]
hyp-signature: Ε. Μελίδης bbox=[920, 698, 994, 713]
sale-ad bbox=[946, 1945, 1091, 2101]
column-header bbox=[28, 527, 143, 541]
death-title: ΚΑΤΑΔΙΚΗ bbox=[342, 1101, 470, 1127]
list-item: Κόλλα εἰδικὴ πρὸς ἐπικόλλησιν φωτογραφιῶν. bbox=[1115, 571, 1352, 597]
tonic-foot: Ζητεῖται μικρὰ ὑπάλληλος ὁδὸς Ἀθηνᾶς 16. bbox=[815, 854, 1087, 883]
table-row bbox=[28, 276, 262, 290]
quote-name: Τράπεζα Ἀθηνῶν bbox=[30, 191, 125, 205]
